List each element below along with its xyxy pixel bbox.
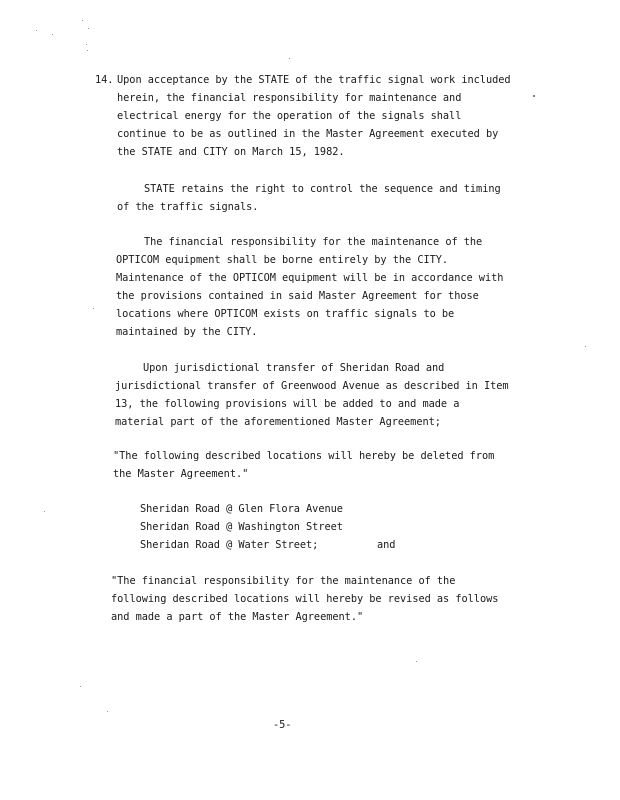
page-number: -5- (273, 719, 292, 731)
paragraph-line: "The financial responsibility for the maintenance of the (111, 575, 456, 587)
paragraph-line: the STATE and CITY on March 15, 1982. (117, 146, 345, 158)
scan-speck (533, 95, 535, 97)
location-item: Sheridan Road @ Water Street; (140, 539, 319, 551)
scan-speck (585, 346, 586, 347)
scan-speck (36, 30, 37, 31)
paragraph-line: OPTICOM equipment shall be borne entirely by the CITY. (116, 254, 449, 266)
paragraph-line: the provisions contained in said Master Agreement for those (116, 290, 479, 302)
scan-speck (86, 44, 87, 45)
scan-speck (82, 20, 83, 21)
scan-speck (289, 58, 290, 59)
paragraph-line: herein, the financial responsibility for maintenance and (117, 92, 462, 104)
paragraph-line: locations where OPTICOM exists on traffic signals to be (116, 308, 455, 320)
item-number: 14. (95, 74, 114, 86)
paragraph-line: Upon jurisdictional transfer of Sheridan Road and (143, 362, 445, 374)
conjunction-text: and (377, 539, 396, 551)
paragraph-line: 13, the following provisions will be added to and made a (115, 398, 460, 410)
paragraph-line: STATE retains the right to control the sequence and timing (144, 183, 501, 195)
scan-speck (80, 686, 81, 687)
scan-speck (87, 50, 88, 51)
paragraph-line: electrical energy for the operation of the signals shall (117, 110, 462, 122)
paragraph-line: following described locations will hereby be revised as follows (111, 593, 499, 605)
paragraph-line: and made a part of the Master Agreement." (111, 611, 364, 623)
paragraph-line: maintained by the CITY. (116, 326, 258, 338)
paragraph-line: the Master Agreement." (113, 468, 249, 480)
paragraph-line: "The following described locations will hereby be deleted from (113, 450, 495, 462)
paragraph-line: Upon acceptance by the STATE of the traffic signal work included (117, 74, 511, 86)
paragraph-line: jurisdictional transfer of Greenwood Avenue as described in Item (115, 380, 509, 392)
scan-speck (88, 28, 89, 29)
scan-speck (93, 308, 94, 309)
location-item: Sheridan Road @ Glen Flora Avenue (140, 503, 343, 515)
scan-speck (44, 511, 45, 512)
location-item: Sheridan Road @ Washington Street (140, 521, 343, 533)
paragraph-line: Maintenance of the OPTICOM equipment will be in accordance with (116, 272, 504, 284)
scan-speck (416, 661, 417, 662)
scan-speck (107, 711, 108, 712)
paragraph-line: continue to be as outlined in the Master Agreement executed by (117, 128, 499, 140)
scan-speck (52, 34, 53, 35)
paragraph-line: The financial responsibility for the maintenance of the (144, 236, 483, 248)
paragraph-line: material part of the aforementioned Master Agreement; (115, 416, 441, 428)
paragraph-line: of the traffic signals. (117, 201, 259, 213)
